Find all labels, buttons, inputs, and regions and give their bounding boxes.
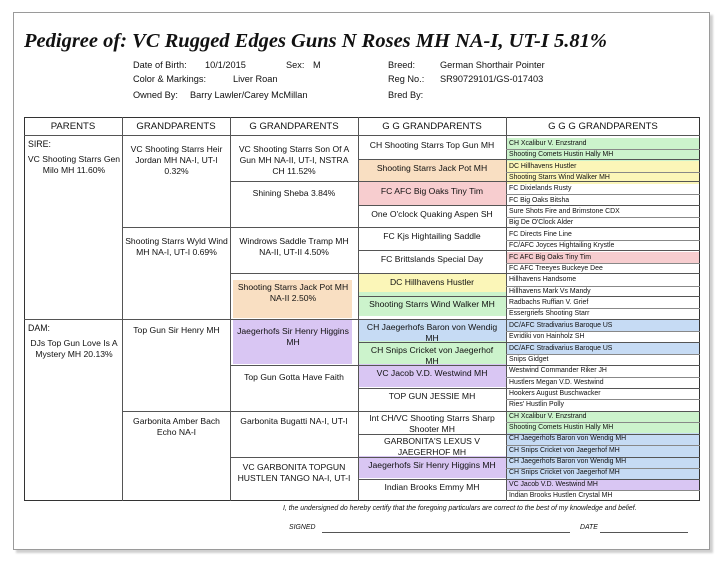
ggg-grandparent-16: Essergriefs Shooting Starr xyxy=(509,310,590,317)
gg-grandparent-15: Jaegerhofs Sir Henry Higgins MH xyxy=(368,460,496,470)
ggg-grandparent-28: CH Snips Cricket von Jaegerhof MH xyxy=(509,447,620,454)
dob-label: Date of Birth: xyxy=(133,60,187,70)
color-label: Color & Markings: xyxy=(133,74,207,84)
ggg-grandparent-24: Ries' Hustlin Polly xyxy=(509,401,564,408)
date-label: DATE xyxy=(580,524,598,531)
g-grandparent-5: Jaegerhofs Sir Henry Higgins MH xyxy=(237,326,349,347)
gg-grandparent-2: Shooting Starrs Jack Pot MH xyxy=(376,163,488,173)
grandparent-3: Top Gun Sir Henry MH xyxy=(133,325,220,335)
ggg-grandparent-13: Hillhavens Handsome xyxy=(509,276,577,283)
col-header-parents: PARENTS xyxy=(50,121,96,132)
gg-grandparent-1: CH Shooting Starrs Top Gun MH xyxy=(369,140,495,150)
grandparent-1: VC Shooting Starrs Heir Jordan MH NA-I, UT-I 0.32% xyxy=(130,144,223,176)
ggg-grandparent-21: Westwind Commander Riker JH xyxy=(509,367,607,374)
ggg-grandparent-31: VC Jacob V.D. Westwind MH xyxy=(509,481,598,488)
ggg-grandparent-9: FC Directs Fine Line xyxy=(509,231,572,238)
owned-label: Owned By: xyxy=(133,90,178,100)
col-header-g-grandparents: G GRANDPARENTS xyxy=(249,121,339,132)
sex-value: M xyxy=(313,60,321,70)
g-grandparent-3: Windrows Saddle Tramp MH NA-II, UT-II 4.50% xyxy=(239,236,349,257)
sex-label: Sex: xyxy=(286,60,305,70)
ggg-grandparent-7: Sure Shots Fire and Brimstone CDX xyxy=(509,208,620,215)
col-header-ggg-grandparents: G G G GRANDPARENTS xyxy=(548,121,658,132)
gg-grandparent-4: One O'clock Quaking Aspen SH xyxy=(371,209,493,219)
ggg-grandparent-23: Hookers August Buschwacker xyxy=(509,390,601,397)
gg-grandparent-12: TOP GUN JESSIE MH xyxy=(388,391,476,401)
gg-grandparent-8: Shooting Starrs Wind Walker MH xyxy=(369,299,495,309)
grandparent-2: Shooting Starrs Wyld Wind MH NA-I, UT-I 0.69% xyxy=(125,236,228,257)
pedigree-title: Pedigree of: VC Rugged Edges Guns N Roses MH NA-I, UT-I 5.81% xyxy=(24,30,607,52)
breed-value: German Shorthair Pointer xyxy=(440,60,545,70)
gg-grandparent-10: CH Snips Cricket von Jaegerhof MH xyxy=(370,345,494,366)
g-grandparent-1: VC Shooting Starrs Son Of A Gun MH NA-II, UT-I, NSTRA CH 11.52% xyxy=(238,144,350,176)
col-divider-3 xyxy=(358,117,359,501)
dob-value: 10/1/2015 xyxy=(205,60,246,70)
g-grandparent-4: Shooting Starrs Jack Pot MH NA-II 2.50% xyxy=(237,282,349,303)
g-grandparent-8: VC GARBONITA TOPGUN HUSTLEN TANGO NA-I, UT-I xyxy=(237,462,351,483)
grandparent-4: Garbonita Amber Bach Echo NA-I xyxy=(133,416,220,437)
ggg-grandparent-17: DC/AFC Stradivarius Baroque US xyxy=(509,322,613,329)
ggg-grandparent-2: Shooting Comets Hustin Hally MH xyxy=(509,151,614,158)
signed-label: SIGNED xyxy=(289,524,316,531)
ggg-grandparent-19: DC/AFC Stradivarius Baroque US xyxy=(509,345,613,352)
ggg-grandparent-6: FC Big Oaks Bitsha xyxy=(509,197,570,204)
reg-value: SR90729101/GS-017403 xyxy=(440,74,544,84)
signature-line xyxy=(322,532,570,533)
ggg-grandparent-8: Big De O'Clock Alder xyxy=(509,219,574,226)
gg-grandparent-14: GARBONITA'S LEXUS V JAEGERHOF MH xyxy=(383,436,481,457)
ggg-grandparent-26: Shooting Comets Hustin Hally MH xyxy=(509,424,614,431)
gg-grandparent-3: FC AFC Big Oaks Tiny Tim xyxy=(380,186,484,196)
gg-grandparent-13: Int CH/VC Shooting Starrs Sharp Shooter MH xyxy=(369,413,495,434)
reg-label: Reg No.: xyxy=(388,74,425,84)
date-line xyxy=(600,532,688,533)
ggg-grandparent-12: FC AFC Treeyes Buckeye Dee xyxy=(509,265,603,272)
ggg-grandparent-27: CH Jaegerhofs Baron von Wendig MH xyxy=(509,435,627,442)
ggg-grandparent-1: CH Xcalibur V. Enzstrand xyxy=(509,140,587,147)
col-divider-2 xyxy=(230,117,231,501)
sire-name: VC Shooting Starrs Gen Milo MH 11.60% xyxy=(27,154,121,175)
gg-grandparent-6: FC Brittslands Special Day xyxy=(380,254,484,264)
col-header-grandparents: GRANDPARENTS xyxy=(136,121,216,132)
dam-label: DAM: xyxy=(28,323,50,333)
col-divider-1 xyxy=(122,117,123,501)
sire-label: SIRE: xyxy=(28,139,51,149)
ggg-grandparent-30: CH Snips Cricket von Jaegerhof MH xyxy=(509,469,620,476)
ggg-grandparent-10: FC/AFC Joyces Hightailing Krystle xyxy=(509,242,615,249)
g-grandparent-6: Top Gun Gotta Have Faith xyxy=(244,372,344,382)
header-divider xyxy=(24,135,700,136)
gg-grandparent-7: DC Hillhavens Hustler xyxy=(389,277,475,287)
g-grandparent-2: Shining Sheba 3.84% xyxy=(252,188,336,198)
g-grandparent-7: Garbonita Bugatti NA-I, UT-I xyxy=(240,416,348,426)
ggg-grandparent-11: FC AFC Big Oaks Tiny Tim xyxy=(509,254,591,261)
breed-label: Breed: xyxy=(388,60,416,70)
ggg-grandparent-15: Radbachs Ruffian V. Grief xyxy=(509,299,589,306)
ggg-grandparent-3: DC Hillhavens Hustler xyxy=(509,163,577,170)
color-value: Liver Roan xyxy=(233,74,278,84)
ggg-grandparent-32: Indian Brooks Hustlen Crystal MH xyxy=(509,492,613,499)
ggg-grandparent-4: Shooting Starrs Wind Walker MH xyxy=(509,174,610,181)
ggg-grandparent-5: FC Dixielands Rusty xyxy=(509,185,572,192)
ggg-grandparent-14: Hillhavens Mark Vs Mandy xyxy=(509,288,591,295)
gg-grandparent-11: VC Jacob V.D. Westwind MH xyxy=(376,368,488,378)
col-header-gg-grandparents: G G GRANDPARENTS xyxy=(382,121,482,132)
gg-grandparent-9: CH Jaegerhofs Baron von Wendig MH xyxy=(366,322,498,343)
ggg-grandparent-25: CH Xcalibur V. Enzstrand xyxy=(509,413,587,420)
gg-grandparent-16: Indian Brooks Emmy MH xyxy=(384,482,480,492)
owned-value: Barry Lawler/Carey McMillan xyxy=(190,90,308,100)
ggg-grandparent-29: CH Jaegerhofs Baron von Wendig MH xyxy=(509,458,627,465)
certification-statement: I, the undersigned do hereby certify that the foregoing particulars are correct to the best of my knowledge and belief. xyxy=(283,505,637,512)
ggg-grandparent-18: Evridiki von Hainholz SH xyxy=(509,333,585,340)
bred-label: Bred By: xyxy=(388,90,424,100)
dam-name: DJs Top Gun Love Is A Mystery MH 20.13% xyxy=(30,338,118,359)
ggg-grandparent-22: Hustlers Megan V.D. Westwind xyxy=(509,379,604,386)
ggg-grandparent-20: Snips Gidget xyxy=(509,356,549,363)
gg-grandparent-5: FC Kjs Hightailing Saddle xyxy=(383,231,481,241)
